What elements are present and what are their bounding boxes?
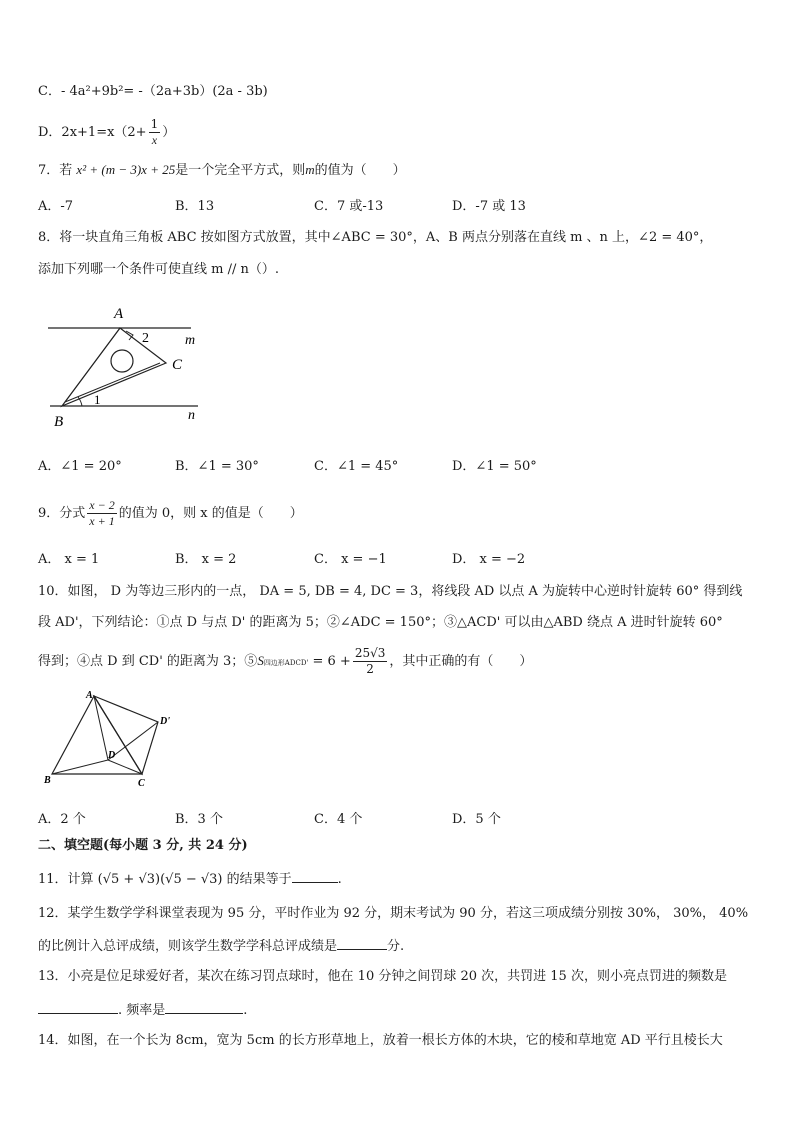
q6-option-c: C．- 4a²+9b²= -（2a+3b）(2a - 3b) bbox=[38, 84, 268, 99]
label-angle-1: 1 bbox=[94, 392, 101, 407]
q7-expression: x² + (m − 3)x + 25 bbox=[76, 162, 176, 177]
q10-stem-line1: 10．如图， D 为等边三形内的一点， DA = 5, DB = 4, DC = 3，将线段 AD 以点 A 为旋转中心逆时针旋转 60° 得到线 bbox=[38, 584, 743, 599]
q13-stem-line2 bbox=[38, 1000, 247, 1020]
q10-fraction bbox=[353, 646, 388, 677]
q11-answer-blank[interactable] bbox=[292, 869, 338, 883]
q9-frac-num: x − 2 bbox=[89, 498, 115, 512]
q10-line3-b: = 6 + bbox=[308, 654, 351, 669]
q7-variable: m bbox=[305, 162, 315, 177]
q11-stem-a: 11．计算 (√5 + √3)(√5 − √3) 的结果等于 bbox=[38, 872, 292, 887]
segment-dd-prime bbox=[108, 722, 158, 760]
q13-line2-b: . bbox=[243, 1003, 248, 1018]
q12-stem-line1: 12．某学生数学学科课堂表现为 95 分，平时作业为 92 分，期末考试为 90 分，若这三项成绩分别按 30%， 30%， 40% bbox=[38, 906, 749, 921]
triangle-hole bbox=[111, 350, 133, 372]
q10-option-a: A．2 个 bbox=[38, 812, 86, 827]
q8-option-d: D．∠1 = 50° bbox=[452, 459, 537, 474]
q9-stem-b: 的值为 0，则 x 的值是（ ） bbox=[118, 506, 303, 521]
q13-stem-line1: 13．小亮是位足球爱好者，某次在练习罚点球时，他在 10 分钟之间罚球 20 次，共罚进 15 次，则小亮点罚进的频数是 bbox=[38, 969, 727, 984]
label-b: B bbox=[54, 414, 64, 430]
label-a: A bbox=[86, 690, 93, 701]
q13-line2-a: . 频率是 bbox=[118, 1003, 166, 1018]
q8-figure bbox=[38, 300, 213, 435]
q6-option-d bbox=[38, 117, 175, 148]
q6-frac-num: 1 bbox=[150, 117, 159, 131]
q10-option-c: C．4 个 bbox=[314, 812, 363, 827]
label-m: m bbox=[185, 333, 196, 348]
q12-answer-blank[interactable] bbox=[337, 936, 387, 950]
q12-line2-b: 分. bbox=[387, 939, 405, 954]
q10-area-symbol: S bbox=[257, 653, 264, 668]
q10-stem-line3 bbox=[38, 646, 532, 677]
q10-option-d: D．5 个 bbox=[452, 812, 501, 827]
q7-stem-a: 7．若 bbox=[38, 163, 73, 178]
q8-option-c: C．∠1 = 45° bbox=[314, 459, 399, 474]
q10-stem-line2: 段 AD'，下列结论：①点 D 与点 D' 的距离为 5；②∠ADC = 150°；③△ACD' 可以由△ABD 绕点 A 进时针旋转 60° bbox=[38, 615, 723, 630]
q8-option-a: A．∠1 = 20° bbox=[38, 459, 122, 474]
label-d-prime: D' bbox=[160, 716, 170, 727]
section-heading-fill-in: 二、填空题(每小题 3 分, 共 24 分) bbox=[38, 838, 248, 853]
q11-stem bbox=[38, 869, 342, 889]
q9-frac-den: x + 1 bbox=[89, 514, 115, 528]
q7-option-d: D．-7 或 13 bbox=[452, 199, 526, 214]
q9-option-d: D． x = −2 bbox=[452, 552, 526, 567]
q9-option-b: B． x = 2 bbox=[175, 552, 237, 567]
q10-area-subscript: 四边形ADCD' bbox=[263, 659, 309, 667]
label-d: D bbox=[108, 750, 116, 761]
triangle-acd-prime bbox=[94, 696, 158, 774]
q9-stem bbox=[38, 498, 303, 529]
q14-stem-line1: 14．如图，在一个长为 8cm，宽为 5cm 的长方形草地上，放着一根长方体的木块，它的棱和草地宽 AD 平行且棱长大 bbox=[38, 1033, 723, 1048]
q13-frequency-blank[interactable] bbox=[38, 1000, 118, 1014]
q6-option-d-fraction bbox=[149, 117, 161, 148]
segment-dc bbox=[108, 760, 142, 774]
q7-option-a: A．-7 bbox=[38, 199, 74, 214]
q10-option-b: B．3 个 bbox=[175, 812, 223, 827]
q6-option-d-suffix: ） bbox=[162, 125, 176, 140]
q9-stem-a: 9．分式 bbox=[38, 506, 86, 521]
q10-frac-num: 25√3 bbox=[354, 646, 386, 660]
q7-stem-c: 的值为（ ） bbox=[314, 163, 406, 178]
q6-frac-den: x bbox=[151, 133, 158, 147]
segment-ad bbox=[94, 696, 108, 760]
label-a: A bbox=[114, 306, 124, 322]
q9-option-a: A． x = 1 bbox=[38, 552, 100, 567]
q8-option-b: B．∠1 = 30° bbox=[175, 459, 259, 474]
q7-option-b: B．13 bbox=[175, 199, 215, 214]
segment-bd bbox=[52, 760, 108, 774]
q10-frac-den: 2 bbox=[366, 662, 374, 676]
q6-option-d-prefix: D．2x+1=x（2+ bbox=[38, 125, 147, 140]
label-angle-2: 2 bbox=[142, 331, 149, 346]
q10-line3-a: 得到；④点 D 到 CD' 的距离为 3；⑤ bbox=[38, 654, 258, 669]
segment-ac bbox=[94, 696, 142, 774]
label-n: n bbox=[188, 408, 195, 423]
q7-option-c: C．7 或-13 bbox=[314, 199, 384, 214]
q10-figure bbox=[38, 686, 188, 792]
q9-option-c: C． x = −1 bbox=[314, 552, 387, 567]
q8-stem-line1: 8．将一块直角三角板 ABC 按如图方式放置，其中∠ABC = 30°，A、B 两点分别落在直线 m 、n 上，∠2 = 40°， bbox=[38, 230, 713, 245]
q11-stem-b: . bbox=[337, 872, 342, 887]
q9-fraction bbox=[87, 498, 116, 529]
q8-stem-line2: 添加下列哪一个条件可使直线 m // n（）. bbox=[38, 262, 279, 277]
q7-stem-b: 是一个完全平方式，则 bbox=[175, 163, 306, 178]
q10-line3-c: ，其中正确的有（ ） bbox=[389, 654, 533, 669]
q12-stem-line2 bbox=[38, 936, 404, 956]
label-b: B bbox=[44, 775, 51, 786]
q7-stem bbox=[38, 161, 406, 180]
q12-line2-a: 的比例计入总评成绩，则该学生数学学科总评成绩是 bbox=[38, 939, 338, 954]
label-c: C bbox=[172, 357, 183, 373]
q13-rate-blank[interactable] bbox=[165, 1000, 243, 1014]
label-c: C bbox=[138, 778, 145, 789]
